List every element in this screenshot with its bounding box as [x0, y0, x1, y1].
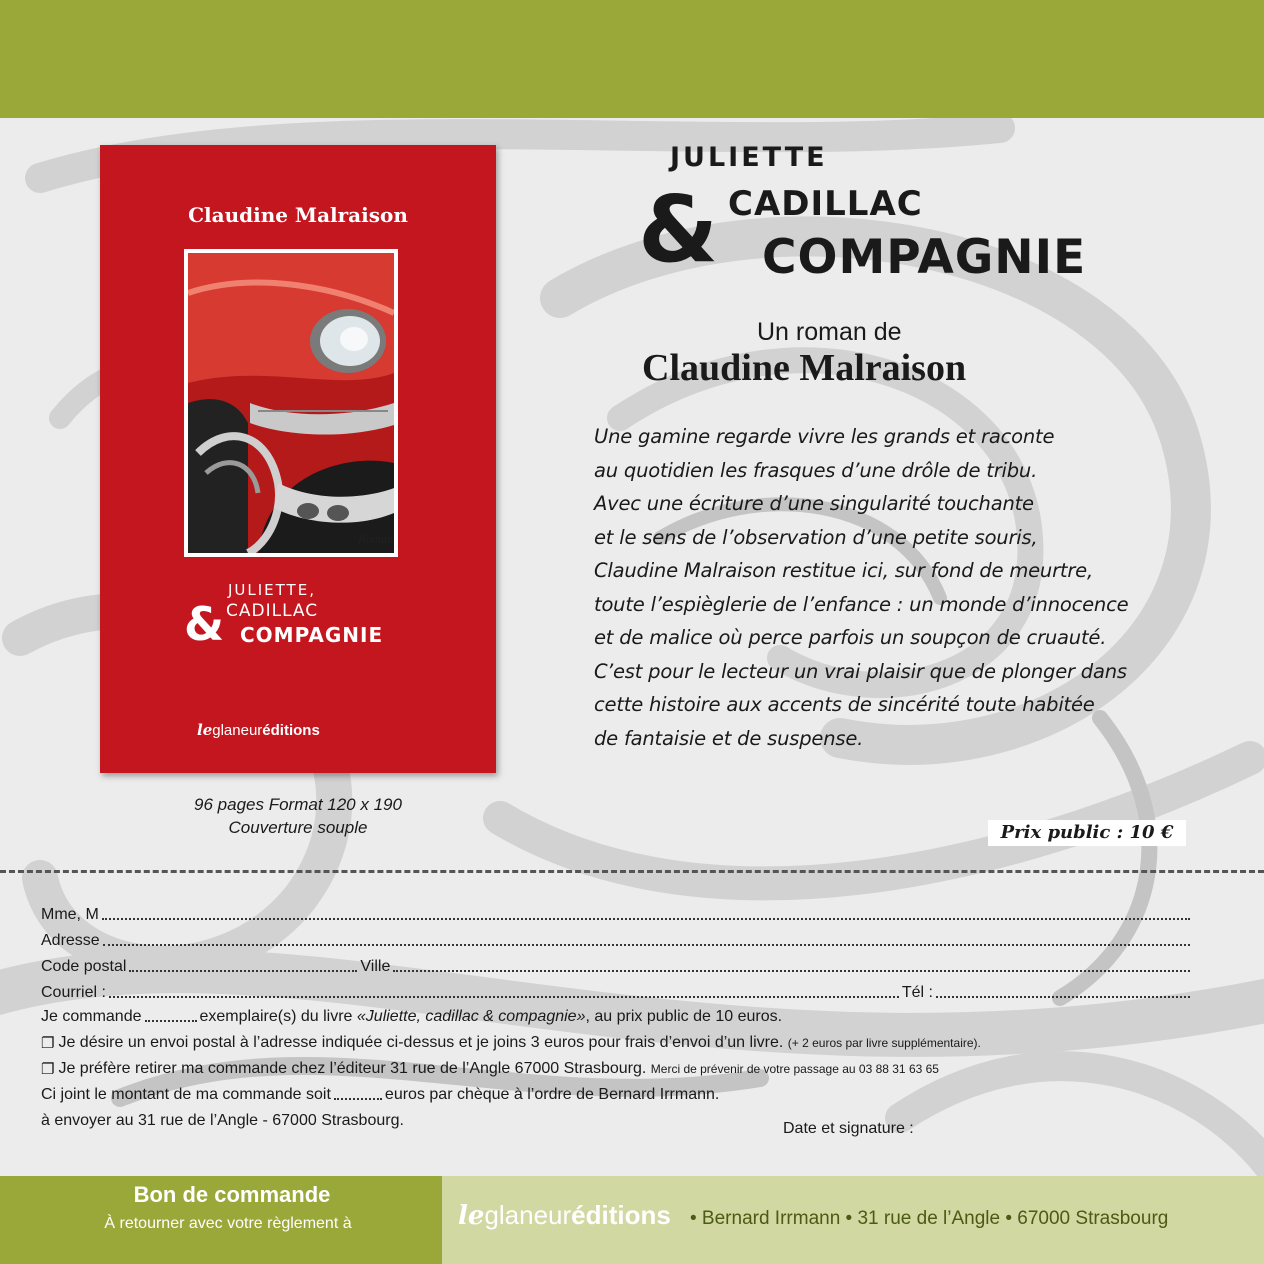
book-format: 96 pages Format 120 x 190 — [194, 795, 402, 814]
send-to-text: à envoyer au 31 rue de l’Angle - 67000 Strasbourg. — [41, 1112, 404, 1129]
city-field[interactable] — [393, 970, 1190, 972]
postal-label: Code postal — [41, 958, 127, 975]
cover-genre: Roman — [358, 535, 394, 546]
shipping-option-row — [41, 1030, 1193, 1052]
synopsis — [594, 420, 1234, 755]
book-info — [100, 793, 496, 839]
pickup-option-note: Merci de prévenir de votre passage au 03 88 31 63 65 — [650, 1062, 939, 1076]
footer-subtitle: À retourner avec votre règlement à — [104, 1215, 352, 1232]
synopsis-line: Une gamine regarde vivre les grands et raconte — [594, 425, 1055, 448]
postal-city-row — [41, 954, 1193, 976]
book-binding: Couverture souple — [228, 818, 368, 837]
cover-title-line1: JULIETTE, — [228, 581, 316, 599]
cut-line — [0, 870, 1264, 873]
name-label: Mme, M — [41, 906, 99, 923]
cover-title-line2: CADILLAC — [226, 601, 319, 621]
synopsis-line: Avec une écriture d’une singularité touchante — [594, 492, 1034, 515]
cover-ampersand: & — [184, 597, 225, 651]
book-title-line2: CADILLAC — [728, 184, 923, 224]
shipping-checkbox[interactable]: ❐ — [41, 1034, 55, 1052]
synopsis-line: Claudine Malraison restitue ici, sur fond de meurtre, — [594, 559, 1093, 582]
synopsis-line: au quotidien les frasques d’une drôle de tribu. — [594, 458, 1038, 482]
amount-row — [41, 1082, 1193, 1104]
postal-field[interactable] — [129, 970, 357, 972]
city-label: Ville — [360, 958, 391, 975]
shipping-option-note: (+ 2 euros par livre supplémentaire). — [787, 1036, 981, 1050]
order-mid: exemplaire(s) du livre — [199, 1008, 353, 1025]
amount-text: euros par chèque à l’ordre de Bernard Irrmann. — [384, 1086, 720, 1103]
address-field[interactable] — [103, 944, 1190, 946]
address-label: Adresse — [41, 932, 100, 949]
address-row — [41, 928, 1193, 950]
cover-title-line3: COMPAGNIE — [240, 623, 384, 647]
order-label: Je commande — [41, 1008, 142, 1025]
synopsis-line: C’est pour le lecteur un vrai plaisir que de plonger dans — [594, 659, 1127, 683]
synopsis-line: de fantaisie et de suspense. — [594, 726, 864, 750]
quantity-field[interactable] — [145, 1020, 197, 1022]
cover-illustration — [184, 249, 398, 557]
email-field[interactable] — [109, 996, 899, 998]
footer-address: • Bernard Irrmann • 31 rue de l’Angle • 67000 Strasbourg — [690, 1208, 1169, 1229]
book-title-line3: COMPAGNIE — [762, 230, 1087, 285]
amount-label: Ci joint le montant de ma commande soit — [41, 1086, 331, 1103]
order-row — [41, 1004, 1193, 1026]
pickup-option-row — [41, 1056, 1193, 1078]
email-label: Courriel : — [41, 984, 106, 1001]
shipping-option-text: Je désire un envoi postal à l’adresse indiquée ci-dessus et je joins 3 euros pour frais d’envoi d’un livre. — [58, 1034, 784, 1051]
header-bar — [0, 0, 1264, 118]
synopsis-line: et de malice où perce parfois un soupçon de cruauté. — [594, 626, 1107, 649]
synopsis-line: toute l’espièglerie de l’enfance : un monde d’innocence — [594, 592, 1129, 616]
name-field[interactable] — [102, 918, 1190, 920]
pickup-checkbox[interactable]: ❐ — [41, 1060, 55, 1078]
phone-field[interactable] — [936, 996, 1190, 998]
name-row — [41, 902, 1193, 924]
order-price-text: , au prix public de 10 euros. — [585, 1008, 783, 1025]
book-cover — [100, 145, 496, 773]
byline-intro: Un roman de — [757, 318, 902, 346]
price-tag: Prix public : 10 € — [988, 820, 1186, 846]
phone-label: Tél : — [901, 984, 933, 1001]
send-to-row — [41, 1108, 1193, 1130]
pickup-option-text: Je préfère retirer ma commande chez l’éditeur 31 rue de l’Angle 67000 Strasbourg. — [58, 1060, 647, 1077]
email-phone-row — [41, 980, 1193, 1002]
book-title-ampersand: & — [638, 176, 719, 283]
signature-label: Date et signature : — [783, 1120, 914, 1137]
cover-publisher-logo: leglaneuréditions — [197, 721, 320, 739]
byline-author: Claudine Malraison — [642, 347, 967, 389]
book-title-line1: JULIETTE — [670, 142, 828, 173]
footer-publisher-logo: leglaneuréditions — [458, 1200, 671, 1231]
footer-title: Bon de commande — [133, 1182, 331, 1207]
order-book-title: «Juliette, cadillac & compagnie» — [356, 1008, 586, 1025]
synopsis-line: et le sens de l’observation d’une petite souris, — [594, 525, 1038, 549]
cover-author: Claudine Malraison — [188, 203, 408, 227]
amount-field[interactable] — [334, 1098, 382, 1100]
synopsis-line: cette histoire aux accents de sincérité toute habitée — [594, 693, 1095, 716]
